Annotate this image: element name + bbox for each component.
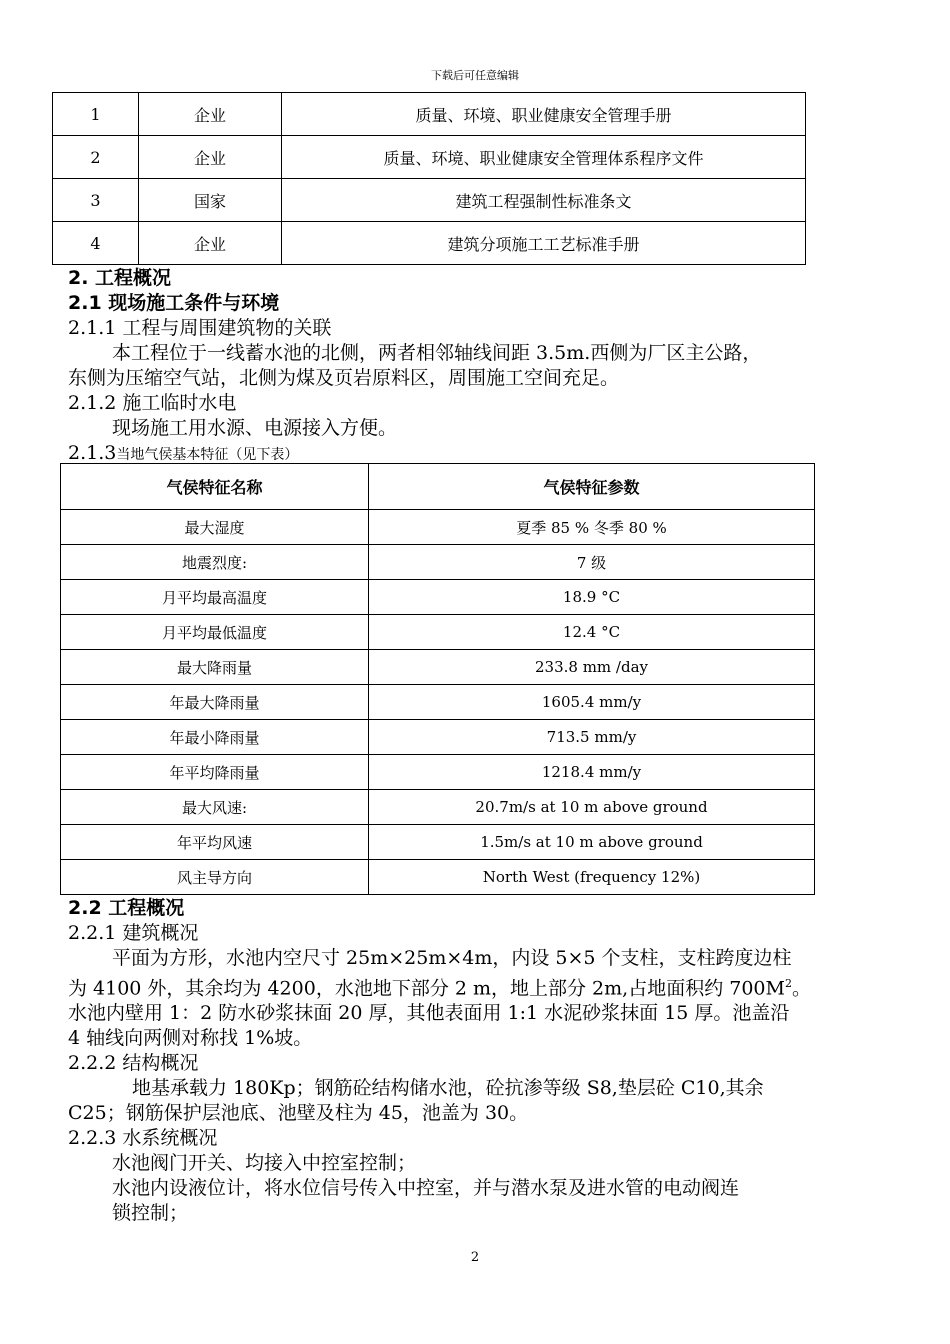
table-row xyxy=(61,650,815,685)
paragraph: 本工程位于一线蓄水池的北侧，两者相邻轴线间距 3.5m.西侧为厂区主公路， xyxy=(112,342,762,364)
table-cell-value: 713.5 mm/y xyxy=(369,720,815,755)
paragraph: 4 轴线向两侧对称找 1%坡。 xyxy=(68,1027,313,1050)
table-row xyxy=(61,510,815,545)
section-2-1-title: 2.1 现场施工条件与环境 xyxy=(68,292,280,314)
section-2-1-1-title: 2.1.1 工程与周围建筑物的关联 xyxy=(68,317,332,339)
table-row xyxy=(61,755,815,790)
table-cell-level: 国家 xyxy=(139,179,282,222)
section-2-2-1-title: 2.2.1 建筑概况 xyxy=(68,922,199,944)
table-cell-name: 最大降雨量 xyxy=(61,650,369,685)
table-row xyxy=(61,580,815,615)
table-cell-no: 2 xyxy=(53,136,139,179)
column-header: 气侯特征参数 xyxy=(369,464,815,510)
table-row xyxy=(53,136,806,179)
climate-table xyxy=(60,463,815,895)
table-row xyxy=(53,222,806,265)
paragraph: C25；钢筋保护层池底、池壁及柱为 45，池盖为 30。 xyxy=(68,1102,529,1125)
table-cell-name: 地震烈度: xyxy=(61,545,369,580)
table-cell-name: 最大湿度 xyxy=(61,510,369,545)
table-cell-value: 12.4 °C xyxy=(369,615,815,650)
paragraph: 东侧为压缩空气站，北侧为煤及页岩原料区，周围施工空间充足。 xyxy=(68,367,620,389)
table-cell-value: 18.9 °C xyxy=(369,580,815,615)
table-cell-value: 233.8 mm /day xyxy=(369,650,815,685)
table-row xyxy=(61,860,815,895)
table-cell-name: 风主导方向 xyxy=(61,860,369,895)
table-cell-value: 20.7m/s at 10 m above ground xyxy=(369,790,815,825)
paragraph: 平面为方形，水池内空尺寸 25m×25m×4m，内设 5×5 个支柱，支柱跨度边柱 xyxy=(112,947,792,969)
text: 。 xyxy=(791,977,811,1000)
section-2-2-3-title: 2.2.3 水系统概况 xyxy=(68,1127,218,1150)
section-2-2-2-title: 2.2.2 结构概况 xyxy=(68,1052,199,1075)
table-cell-value: 1.5m/s at 10 m above ground xyxy=(369,825,815,860)
paragraph: 水池内壁用 1：2 防水砂浆抹面 20 厚，其他表面用 1:1 水泥砂浆抹面 15 厚。池盖沿 xyxy=(68,1002,790,1025)
table-cell-name: 年平均降雨量 xyxy=(61,755,369,790)
table-cell-value: 夏季 85 % 冬季 80 % xyxy=(369,510,815,545)
table-cell-value: 7 级 xyxy=(369,545,815,580)
table-cell-value: North West (frequency 12%) xyxy=(369,860,815,895)
table-cell-no: 3 xyxy=(53,179,139,222)
table-row xyxy=(61,825,815,860)
table-cell-level: 企业 xyxy=(139,136,282,179)
table-cell-name: 质量、环境、职业健康安全管理手册 xyxy=(282,93,806,136)
section-2-text xyxy=(68,266,883,468)
table-cell-name: 最大风速: xyxy=(61,790,369,825)
table-cell-name: 月平均最高温度 xyxy=(61,580,369,615)
table-cell-no: 1 xyxy=(53,93,139,136)
table-row xyxy=(61,720,815,755)
table-row xyxy=(53,179,806,222)
column-header: 气侯特征名称 xyxy=(61,464,369,510)
section-2-title: 2. 工程概况 xyxy=(68,267,172,289)
table-cell-value: 1605.4 mm/y xyxy=(369,685,815,720)
table-cell-name: 月平均最低温度 xyxy=(61,615,369,650)
page-number: 2 xyxy=(470,1250,480,1265)
table-cell-level: 企业 xyxy=(139,222,282,265)
table-cell-level: 企业 xyxy=(139,93,282,136)
table-cell-value: 1218.4 mm/y xyxy=(369,755,815,790)
table-row xyxy=(53,93,806,136)
paragraph: 水池内设液位计，将水位信号传入中控室，并与潜水泵及进水管的电动阀连 xyxy=(112,1177,740,1200)
table-cell-name: 年最小降雨量 xyxy=(61,720,369,755)
table-cell-name: 年平均风速 xyxy=(61,825,369,860)
table-row xyxy=(61,615,815,650)
table-cell-no: 4 xyxy=(53,222,139,265)
table-cell-name: 建筑分项施工工艺标准手册 xyxy=(282,222,806,265)
table-row xyxy=(61,685,815,720)
table-row xyxy=(61,545,815,580)
section-title: 当地气侯基本特征（见下表） xyxy=(116,447,299,463)
section-2-2-title: 2.2 工程概况 xyxy=(68,897,185,919)
table-row xyxy=(61,790,815,825)
superscript: 2 xyxy=(784,977,792,990)
section-2-2-text xyxy=(68,896,883,1226)
paragraph: 锁控制； xyxy=(112,1202,189,1225)
table-cell-name: 质量、环境、职业健康安全管理体系程序文件 xyxy=(282,136,806,179)
section-number: 2.1.3 xyxy=(68,442,117,464)
paragraph: 水池阀门开关、均接入中控室控制； xyxy=(112,1152,417,1175)
table-cell-name: 建筑工程强制性标准条文 xyxy=(282,179,806,222)
paragraph: 地基承载力 180Kp；钢筋砼结构储水池，砼抗渗等级 S8,垫层砼 C10,其余 xyxy=(132,1077,764,1100)
standards-table xyxy=(52,92,806,265)
paragraph xyxy=(68,971,883,1001)
text: 为 4100 外，其余均为 4200，水池地下部分 2 m，地上部分 2m,占地面积约 700M xyxy=(68,977,785,1000)
table-cell-name: 年最大降雨量 xyxy=(61,685,369,720)
header-note: 下载后可任意编辑 xyxy=(431,69,519,82)
table-header-row xyxy=(61,464,815,510)
section-2-1-2-title: 2.1.2 施工临时水电 xyxy=(68,392,237,414)
paragraph: 现场施工用水源、电源接入方便。 xyxy=(112,417,398,439)
